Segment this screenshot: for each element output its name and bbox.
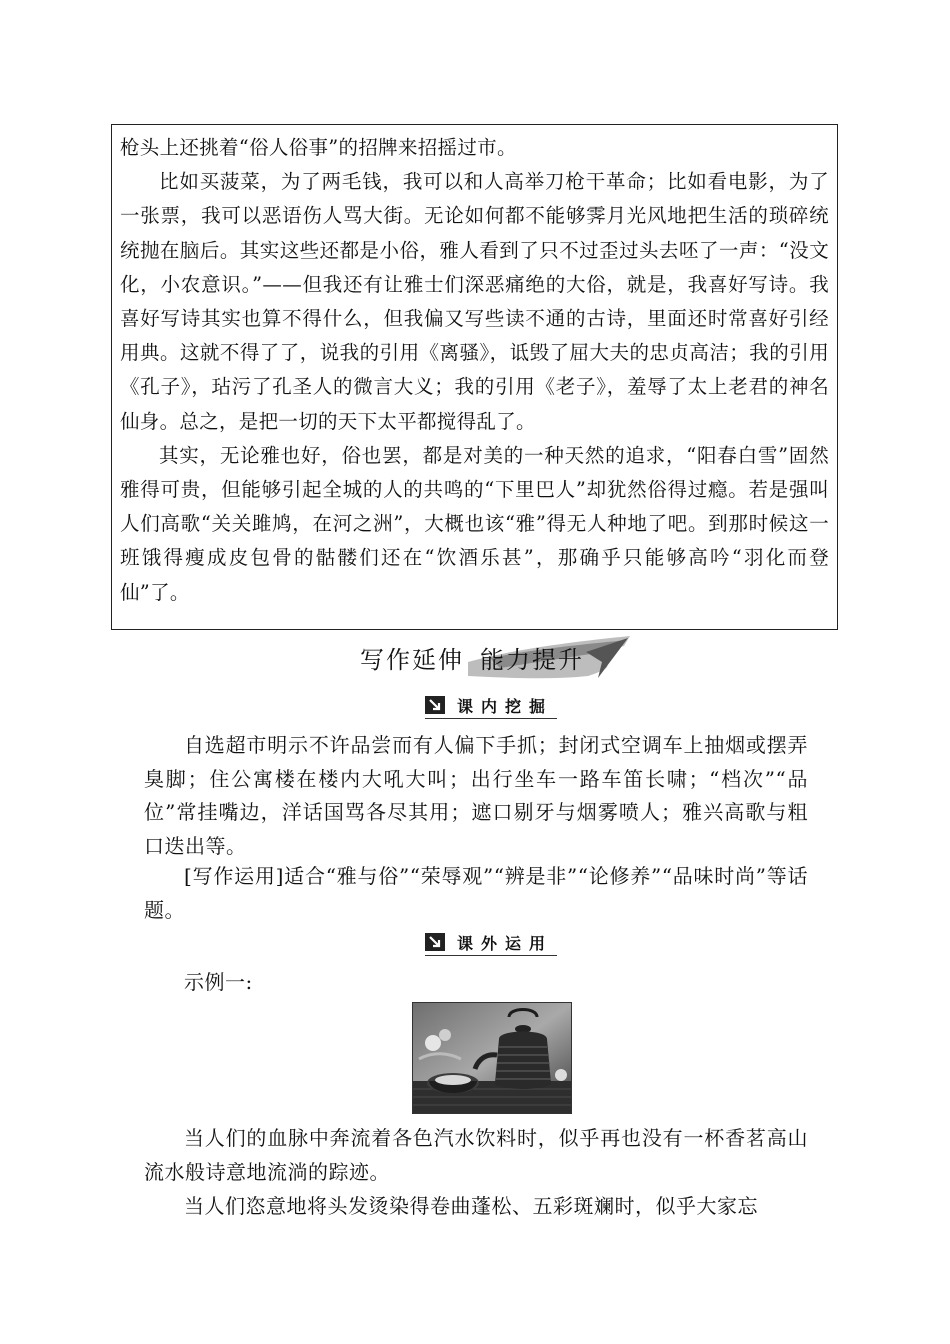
banner-title [360, 640, 584, 675]
passage-box [111, 124, 838, 630]
section-header-out-class-label: 课外运用 [457, 933, 554, 953]
in-class-text: 自选超市明示不许品尝而有人偏下手抓；封闭式空调车上抽烟或摆弄臭脚；住公寓楼在楼内大吼大叫；出行坐车一路车笛长啸；“档次”“品位”常挂嘴边，洋话国骂各尽其用；遮口剔牙与烟雾喷人；雅兴高歌与粗口迭出等。 [144, 733, 808, 858]
section-header-in-class-label: 课内挖掘 [457, 696, 554, 716]
teapot-photo [412, 1002, 572, 1114]
passage-paragraph-2: 比如买菠菜，为了两毛钱，我可以和人高举刀枪干革命；比如看电影，为了一张票，我可以恶语伤人骂大街。无论如何都不能够霁月光风地把生活的琐碎统统抛在脑后。其实这些还都是小俗，雅人看到了只不过歪过头去呸了一声：“没文化，小农意识。”——但我还有让雅士们深恶痛绝的大俗，就是，我喜好写诗。我喜好写诗其实也算不得什么，但我偏又写些读不通的古诗，里面还时常喜好引经用典。这就不得了了，说我的引用《离骚》，诋毁了屈大夫的忠贞高洁；我的引用《孔子》，玷污了孔圣人的微言大义；我的引用《老子》，羞辱了太上老君的神名仙身。总之，是把一切的天下太平都搅得乱了。 [120, 170, 829, 433]
passage-paragraph-1: 枪头上还挑着“俗人俗事”的招牌来招摇过市。 [120, 136, 517, 159]
passage-paragraph-3: 其实，无论雅也好，俗也罢，都是对美的一种天然的追求，“阳春白雪”固然雅得可贵，但能够引起全城的人的共鸣的“下里巴人”却犹然俗得过瘾。若是强叫人们高歌“关关雎鸠，在河之洲”，大概也该“雅”得无人种地了吧。到那时候这一班饿得瘦成皮包骨的骷髅们还在“饮酒乐甚”，那确乎只能够高吟“羽化而登仙”了。 [120, 443, 829, 604]
arrow-down-right-icon [425, 696, 445, 714]
example-paragraph-1: 当人们的血脉中奔流着各色汽水饮料时，似乎再也没有一杯香茗高山流水般诗意地流淌的踪迹。 [144, 1126, 808, 1184]
banner-title-right: 能力提升 [480, 646, 584, 674]
section-banner [340, 632, 640, 684]
section-header-out-class [425, 929, 557, 956]
example-label: 示例一: [184, 970, 253, 994]
arrow-down-right-icon [425, 933, 445, 951]
banner-title-left: 写作延伸 [360, 646, 464, 674]
section-header-in-class [425, 692, 557, 719]
writing-usage-text: [写作运用]适合“雅与俗”“荣辱观”“辨是非”“论修养”“品味时尚”等话题。 [144, 864, 808, 922]
example-paragraph-2: 当人们恣意地将头发烫染得卷曲蓬松、五彩斑斓时，似乎大家忘 [184, 1194, 758, 1218]
